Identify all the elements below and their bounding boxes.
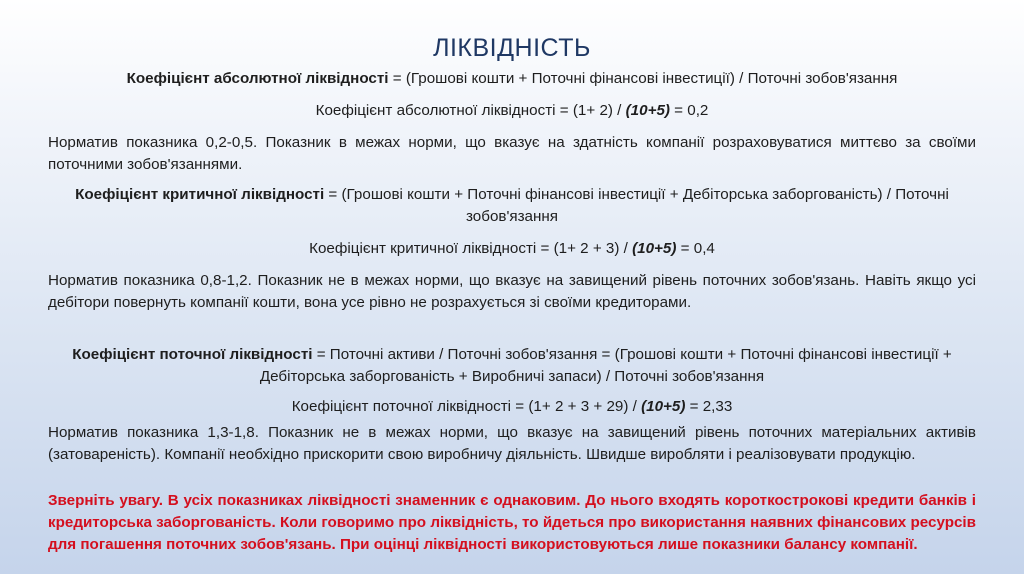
critical-calc-denominator: (10+5): [632, 240, 677, 257]
absolute-liquidity-calculation: [48, 100, 976, 122]
absolute-liquidity-definition: = (Грошові кошти + Поточні фінансові інвестиції) / Поточні зобов'язання: [388, 70, 898, 87]
current-liquidity-formula: [56, 344, 968, 388]
absolute-liquidity-term: Коефіцієнт абсолютної ліквідності: [126, 70, 389, 87]
critical-liquidity-term: Коефіцієнт критичної ліквідності: [75, 186, 325, 203]
current-calc-prefix: Коефіцієнт поточної ліквідності = (1+ 2 + 3 + 29) /: [291, 398, 642, 415]
critical-calc-result: = 0,4: [676, 240, 715, 257]
absolute-calc-prefix: Коефіцієнт абсолютної ліквідності = (1+ 2) /: [315, 102, 626, 119]
critical-liquidity-calculation: [48, 238, 976, 260]
current-liquidity-calculation: [48, 396, 976, 418]
critical-liquidity-definition: = (Грошові кошти + Поточні фінансові інвестиції + Дебіторська заборгованість) / Поточні зобов'язання: [324, 186, 949, 225]
absolute-liquidity-note: Норматив показника 0,2-0,5. Показник в межах норми, що вказує на здатність компанії розраховуватися миттєво за своїми поточними зобов'язаннями.: [48, 134, 976, 173]
current-calc-result: = 2,33: [685, 398, 733, 415]
current-liquidity-term: Коефіцієнт поточної ліквідності: [72, 346, 313, 363]
critical-calc-prefix: Коефіцієнт критичної ліквідності = (1+ 2 + 3) /: [309, 240, 633, 257]
current-liquidity-note: Норматив показника 1,3-1,8. Показник не в межах норми, що вказує на завищений рівень поточних матеріальних активів (затовареність). Компанії необхідно прискорити свою виробничу діяльність. Швидше виробляти і реалізовувати продукцію.: [48, 424, 976, 463]
absolute-liquidity-formula: [48, 68, 976, 90]
warning-note: Зверніть увагу. В усіх показниках ліквідності знаменник є однаковим. До нього входять короткострокові кредити банків і кредиторська заборгованість. Коли говоримо про ліквідність, то йдеться про використання наявних фінансових ресурсів для погашення поточних зобов'язань. При оцінці ліквідності використовуються лише показники балансу компанії.: [48, 492, 976, 553]
absolute-calc-denominator: (10+5): [625, 102, 670, 119]
current-calc-denominator: (10+5): [641, 398, 686, 415]
slide-title: ЛІКВІДНІСТЬ: [433, 34, 591, 62]
critical-liquidity-note: Норматив показника 0,8-1,2. Показник не в межах норми, що вказує на завищений рівень поточних зобов'язань. Навіть якщо усі дебітори повернуть компанії кошти, вона усе рівно не розрахується зі своїми кредиторами.: [48, 272, 976, 311]
current-liquidity-definition: = Поточні активи / Поточні зобов'язання = (Грошові кошти + Поточні фінансові інвестиції + Дебіторська заборгованість + Виробничі запаси) / Поточні зобов'язання: [259, 346, 952, 385]
critical-liquidity-formula: [60, 184, 964, 228]
absolute-calc-result: = 0,2: [669, 102, 709, 119]
